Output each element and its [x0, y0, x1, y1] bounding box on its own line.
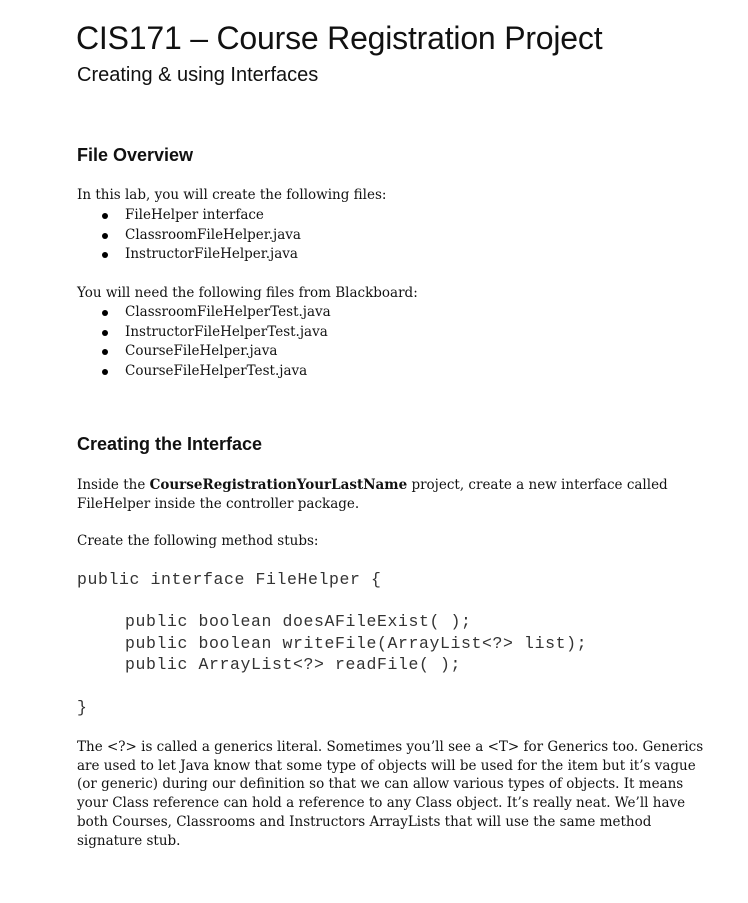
explanation-line: The <?> is called a generics literal. Sometimes you’ll see a <T> for Generics too. Generics: [77, 739, 704, 755]
code-interface-declaration: public interface FileHelper {: [77, 570, 382, 589]
document-title: CIS171 – Course Registration Project: [76, 20, 603, 56]
explanation-line: both Courses, Classrooms and Instructors ArrayLists that will use the same method: [77, 813, 652, 830]
instruction-suffix: project, create a new interface called: [407, 477, 668, 493]
needed-files-list: [77, 303, 331, 381]
explanation-line: are used to let Java know that some type of objects will be used for the item but it’s vague: [77, 757, 696, 774]
file-overview-heading: File Overview: [77, 145, 194, 165]
instruction-line-2: FileHelper inside the controller package.: [77, 496, 360, 512]
generics-explanation-paragraph: [77, 738, 704, 850]
method-stubs-intro: Create the following method stubs:: [77, 533, 319, 549]
code-closing-brace: }: [77, 698, 88, 717]
explanation-line: (or generic) during our definition so that we can allow various types of objects. It means: [77, 776, 684, 793]
code-method-read-file: public ArrayList<?> readFile( );: [125, 655, 462, 674]
instruction-prefix: Inside the: [77, 477, 150, 493]
code-method-does-file-exist: public boolean doesAFileExist( );: [125, 612, 472, 631]
list-item: ClassroomFileHelper.java: [77, 226, 301, 246]
list-item: ClassroomFileHelperTest.java: [77, 303, 331, 323]
explanation-line: your Class reference can hold a reference to any Class object. It’s really neat. We’ll have: [77, 795, 686, 812]
interface-instruction-paragraph: [77, 476, 668, 514]
list-item: FileHelper interface: [77, 206, 301, 226]
list-item: CourseFileHelperTest.java: [77, 362, 331, 382]
project-name: CourseRegistrationYourLastName: [149, 477, 408, 493]
create-files-intro: In this lab, you will create the following files:: [77, 187, 387, 203]
list-item: InstructorFileHelper.java: [77, 245, 301, 265]
create-files-list: [77, 206, 301, 265]
needed-files-intro: You will need the following files from Blackboard:: [77, 285, 418, 301]
explanation-line: signature stub.: [77, 832, 181, 849]
code-method-write-file: public boolean writeFile(ArrayList<?> list);: [125, 634, 588, 653]
list-item: InstructorFileHelperTest.java: [77, 323, 331, 343]
creating-interface-heading: Creating the Interface: [77, 434, 263, 454]
list-item: CourseFileHelper.java: [77, 342, 331, 362]
document-subtitle: Creating & using Interfaces: [77, 64, 319, 86]
